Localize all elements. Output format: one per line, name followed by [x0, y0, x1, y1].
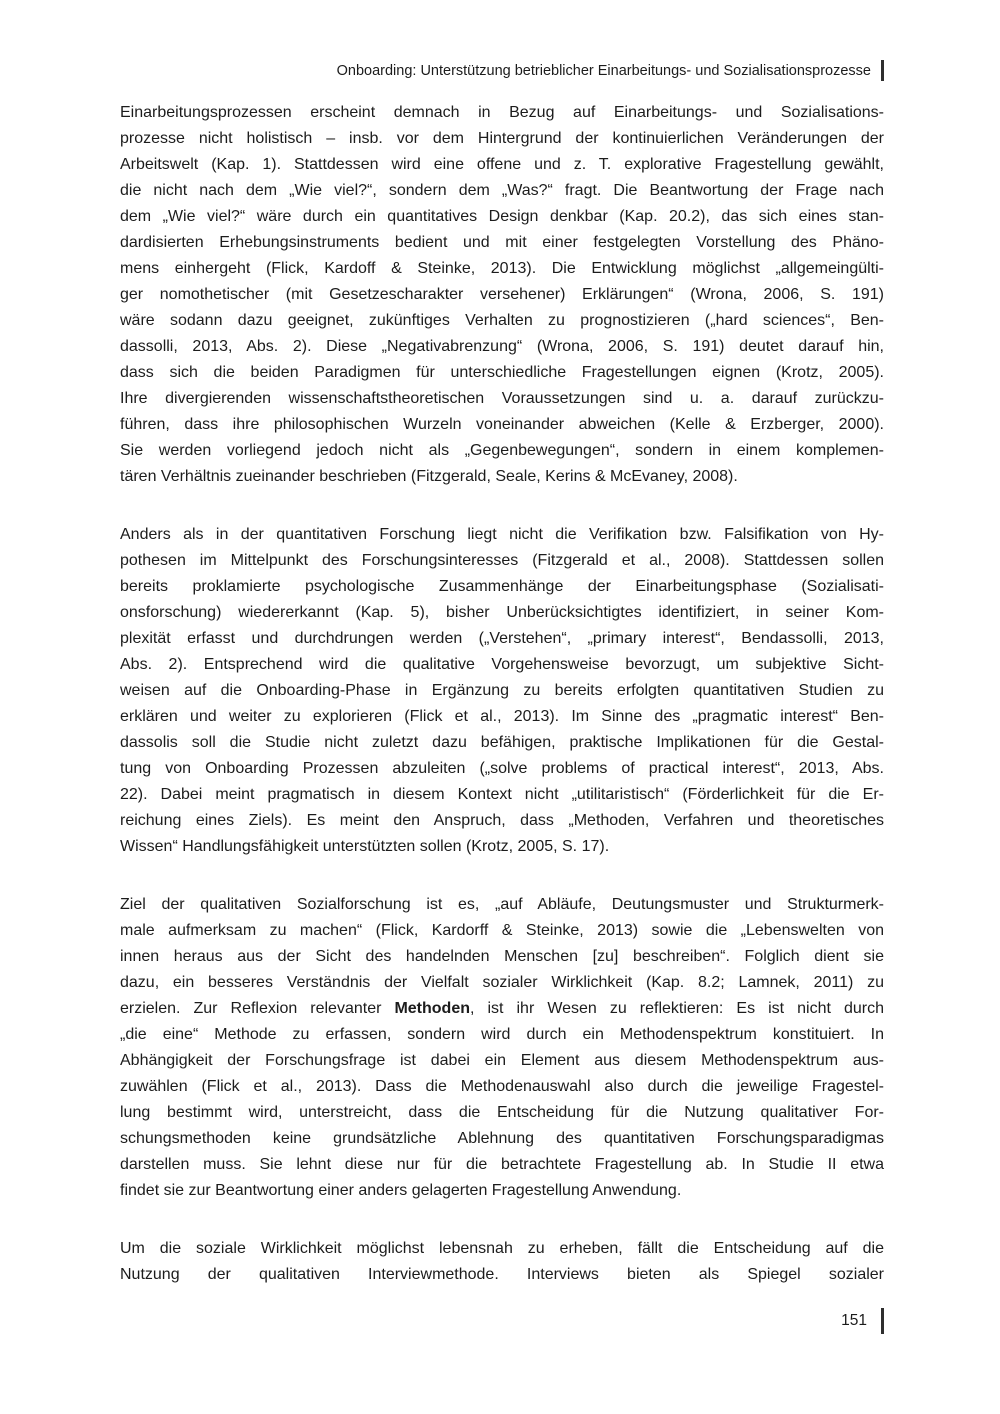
- text-line: ger nomothetischer (mit Gesetzescharakter versehener) Erklärungen“ (Wrona, 2006, S. 191): [120, 286, 884, 303]
- text-line: tung von Onboarding Prozessen abzuleiten („solve problems of practical interest“, 2013, Abs.: [120, 760, 884, 777]
- text-line: dassolli, 2013, Abs. 2). Diese „Negativabrenzung“ (Wrona, 2006, S. 191) deutet darauf hin,: [120, 338, 884, 355]
- paragraph: [120, 522, 884, 860]
- text-line: bereits proklamierte psychologische Zusammenhänge der Einarbeitungsphase (Sozialisati-: [120, 578, 884, 595]
- text-line: darstellen muss. Sie lehnt diese nur für die betrachtete Fragestellung ab. In Studie II etwa: [120, 1156, 884, 1173]
- paragraph: [120, 892, 884, 1204]
- text-line: dem „Wie viel?“ wäre durch ein quantitatives Design denkbar (Kap. 20.2), das sich eines stan-: [120, 208, 884, 225]
- text-line: dass sich die beiden Paradigmen für unterschiedliche Fragestellungen eignen (Krotz, 2005).: [120, 364, 884, 381]
- text-line: erklären und weiter zu explorieren (Flick et al., 2013). Im Sinne des „pragmatic interest“ Ben-: [120, 708, 884, 725]
- page-body-text: [120, 100, 884, 1288]
- text-line: plexität erfasst und durchdrungen werden („Verstehen“, „primary interest“, Bendassolli, 2013,: [120, 630, 884, 647]
- text-line: Sie werden vorliegend jedoch nicht als „Gegenbewegungen“, sondern in einem komplemen-: [120, 442, 884, 459]
- text-line: Arbeitswelt (Kap. 1). Stattdessen wird eine offene und z. T. explorative Fragestellung gewählt,: [120, 156, 884, 173]
- text-line: Um die soziale Wirklichkeit möglichst lebensnah zu erheben, fällt die Entscheidung auf die: [120, 1240, 884, 1257]
- bold-term: Methoden: [394, 1000, 470, 1017]
- running-header-title: Onboarding: Unterstützung betrieblicher Einarbeitungs- und Sozialisationsprozesse: [336, 62, 871, 79]
- paragraph: [120, 1236, 884, 1288]
- text-line: innen heraus aus der Sicht des handelnden Menschen [zu] beschreiben“. Folglich dient sie: [120, 948, 884, 965]
- text-line: dardisierten Erhebungsinstruments bedient und mit einer festgelegten Vorstellung des Phäno-: [120, 234, 884, 251]
- footer-divider-bar: [881, 1308, 884, 1334]
- header-divider-bar: [881, 60, 884, 81]
- text-line: onsforschung) wiedererkannt (Kap. 5), bisher Unberücksichtigtes identifiziert, in seiner Kom-: [120, 604, 884, 621]
- text-line: dassolis soll die Studie nicht zuletzt dazu befähigen, praktische Implikationen für die Gestal-: [120, 734, 884, 751]
- page-number: 151: [841, 1312, 867, 1329]
- text-line: tären Verhältnis zueinander beschrieben (Fitzgerald, Seale, Kerins & McEvaney, 2008).: [120, 468, 738, 485]
- text-segment: , ist ihr Wesen zu reflektieren: Es ist nicht durch: [470, 1000, 884, 1017]
- text-line: dazu, ein besseres Verständnis der Vielfalt sozialer Wirklichkeit (Kap. 8.2; Lamnek, 2011) zu: [120, 974, 884, 991]
- text-line: pothesen im Mittelpunkt des Forschungsinteresses (Fitzgerald et al., 2008). Stattdessen sollen: [120, 552, 884, 569]
- text-line: Nutzung der qualitativen Interviewmethode. Interviews bieten als Spiegel sozialer: [120, 1266, 884, 1283]
- page-footer: [120, 1308, 884, 1334]
- text-segment: erzielen. Zur Reflexion relevanter: [120, 1000, 395, 1017]
- text-line: die nicht nach dem „Wie viel?“, sondern dem „Was?“ fragt. Die Beantwortung der Frage nach: [120, 182, 884, 199]
- text-line: prozesse nicht holistisch – insb. vor dem Hintergrund der kontinuierlichen Veränderungen der: [120, 130, 884, 147]
- text-line: weisen auf die Onboarding-Phase in Ergänzung zu bereits erfolgten quantitativen Studien zu: [120, 682, 884, 699]
- text-line: mens einhergeht (Flick, Kardoff & Steinke, 2013). Die Entwicklung möglichst „allgemeingülti-: [120, 260, 884, 277]
- running-header: [120, 60, 884, 81]
- text-line: Abhängigkeit der Forschungsfrage ist dabei ein Element aus diesem Methodenspektrum aus-: [120, 1052, 884, 1069]
- paragraph: [120, 100, 884, 490]
- text-line: male aufmerksam zu machen“ (Flick, Kardorff & Steinke, 2013) sowie die „Lebenswelten von: [120, 922, 884, 939]
- text-line: [120, 996, 884, 1022]
- text-line: Ihre divergierenden wissenschaftstheoretischen Voraussetzungen sind u. a. darauf zurückzu-: [120, 390, 884, 407]
- text-line: lung bestimmt wird, unterstreicht, dass die Entscheidung für die Nutzung qualitativer For-: [120, 1104, 884, 1121]
- text-line: Anders als in der quantitativen Forschung liegt nicht die Verifikation bzw. Falsifikation von Hy-: [120, 526, 884, 543]
- text-line: Einarbeitungsprozessen erscheint demnach in Bezug auf Einarbeitungs- und Sozialisations-: [120, 104, 884, 121]
- text-line: Wissen“ Handlungsfähigkeit unterstützten sollen (Krotz, 2005, S. 17).: [120, 838, 610, 855]
- text-line: findet sie zur Beantwortung einer anders gelagerten Fragestellung Anwendung.: [120, 1182, 682, 1199]
- text-line: 22). Dabei meint pragmatisch in diesem Kontext nicht „utilitaristisch“ (Förderlichkeit für die Er-: [120, 786, 884, 803]
- text-line: Ziel der qualitativen Sozialforschung ist es, „auf Abläufe, Deutungsmuster und Strukturmerk-: [120, 896, 884, 913]
- text-line: reichung eines Ziels). Es meint den Anspruch, dass „Methoden, Verfahren und theoretisches: [120, 812, 884, 829]
- text-line: schungsmethoden keine grundsätzliche Ablehnung des quantitativen Forschungsparadigmas: [120, 1130, 884, 1147]
- text-line: führen, dass ihre philosophischen Wurzeln voneinander abweichen (Kelle & Erzberger, 2000).: [120, 416, 884, 433]
- text-line: zuwählen (Flick et al., 2013). Dass die Methodenauswahl also durch die jeweilige Fragestel-: [120, 1078, 884, 1095]
- text-line: Abs. 2). Entsprechend wird die qualitative Vorgehensweise bevorzugt, um subjektive Sicht-: [120, 656, 884, 673]
- text-line: wäre sodann dazu geeignet, zukünftiges Verhalten zu prognostizieren („hard sciences“, Ben-: [120, 312, 884, 329]
- text-line: „die eine“ Methode zu erfassen, sondern wird durch ein Methodenspektrum konstituiert. In: [120, 1026, 884, 1043]
